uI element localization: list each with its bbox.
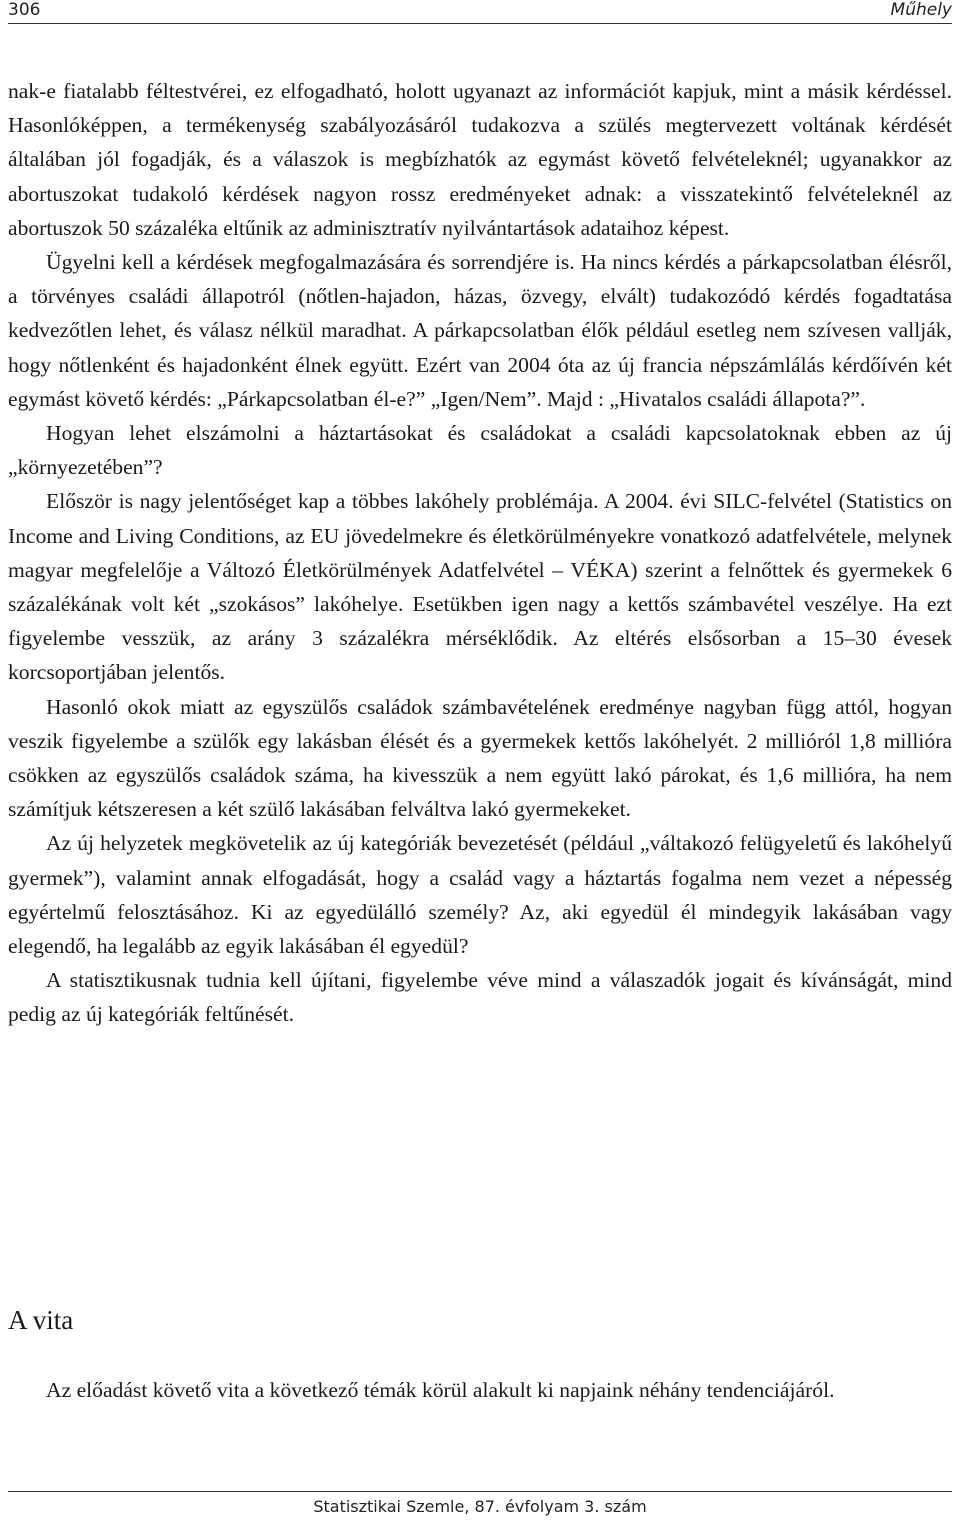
section-name: Műhely	[890, 0, 952, 20]
page-number: 306	[8, 0, 41, 20]
paragraph: Hasonló okok miatt az egyszülős családok számbavételének eredménye nagyban függ attól, hogyan veszik figyelembe a szülők egy lakásban élését és a gyermekek kettős lakóhelyét. 2 millióról 1,8 millióra csökken az egyszülős családok száma, ha kivesszük a nem együtt lakó párokat, és 1,6 millióra, ha nem számítjuk kétszeresen a két szülő lakásában felváltva lakó gyermekeket.	[8, 694, 952, 822]
footer-divider	[8, 1491, 952, 1492]
paragraph: A statisztikusnak tudnia kell újítani, figyelembe véve mind a válaszadók jogait és kívánságát, mind pedig az új kategóriák feltűnését.	[8, 968, 952, 1027]
article-body	[8, 74, 952, 1032]
header-divider	[8, 23, 952, 24]
section-heading: A vita	[8, 1305, 74, 1335]
paragraph: Ügyelni kell a kérdések megfogalmazására és sorrendjére is. Ha nincs kérdés a párkapcsolatban élésről, a törvényes családi állapotról (nőtlen-hajadon, házas, özvegy, elvált) tudakozódó kérdés fogadtatása kedvezőtlen lehet, és válasz nélkül maradhat. A párkapcsolatban élők például esetleg nem szívesen vallják, hogy nőtlenként és hajadonként élnek együtt. Ezért van 2004 óta az új francia népszámlálás kérdőívén két egymást követő kérdés: „Párkapcsolatban él-e?” „Igen/Nem”. Majd : „Hivatalos családi állapota?”.	[8, 250, 952, 411]
section-body	[8, 1373, 952, 1407]
paragraph: Az előadást követő vita a következő témák körül alakult ki napjaink néhány tendenciájáról.	[46, 1378, 835, 1402]
journal-footer: Statisztikai Szemle, 87. évfolyam 3. szám	[313, 1497, 647, 1516]
paragraph-continuation: nak-e fiatalabb féltestvérei, ez elfogadható, holott ugyanazt az információt kapjuk, mint a másik kérdéssel. Hasonlóképpen, a termékenység szabályozásáról tudakozva a szülés megtervezett voltának kérdését általában jól fogadják, és a válaszok is megbízhatók az egymást követő felvételeknél; ugyanakkor az abortuszokat tudakoló kérdések nagyon rossz eredményeket adnak: a visszatekintő felvételeknél az abortuszok 50 százaléka eltűnik az adminisztratív nyilvántartások adataihoz képest.	[8, 79, 952, 240]
page-header	[0, 0, 960, 24]
paragraph: Hogyan lehet elszámolni a háztartásokat és családokat a családi kapcsolatoknak ebben az új „környezetében”?	[8, 421, 952, 480]
paragraph: Az új helyzetek megkövetelik az új kategóriák bevezetését (például „váltakozó felügyeletű és lakóhelyű gyermek”), valamint annak elfogadását, hogy a család vagy a háztartás fogalma nem vezet a népesség egyértelmű felosztásához. Ki az egyedülálló személy? Az, aki egyedül él mindegyik lakásában vagy elegendő, ha legalább az egyik lakásában él egyedül?	[8, 831, 952, 959]
paragraph: Először is nagy jelentőséget kap a többes lakóhely problémája. A 2004. évi SILC-felvétel (Statistics on Income and Living Conditions, az EU jövedelmekre és életkörülményekre vonatkozó adatfelvétele, melynek magyar megfelelője a Változó Életkörülmények Adatfelvétel – VÉKA) szerint a felnőttek és gyermekek 6 százalékának volt két „szokásos” lakóhelye. Esetükben igen nagy a kettős számbavétel veszélye. Ha ezt figyelembe vesszük, az arány 3 százalékra mérséklődik. Az eltérés elsősorban a 15–30 évesek korcsoportjában jelentős.	[8, 489, 952, 685]
